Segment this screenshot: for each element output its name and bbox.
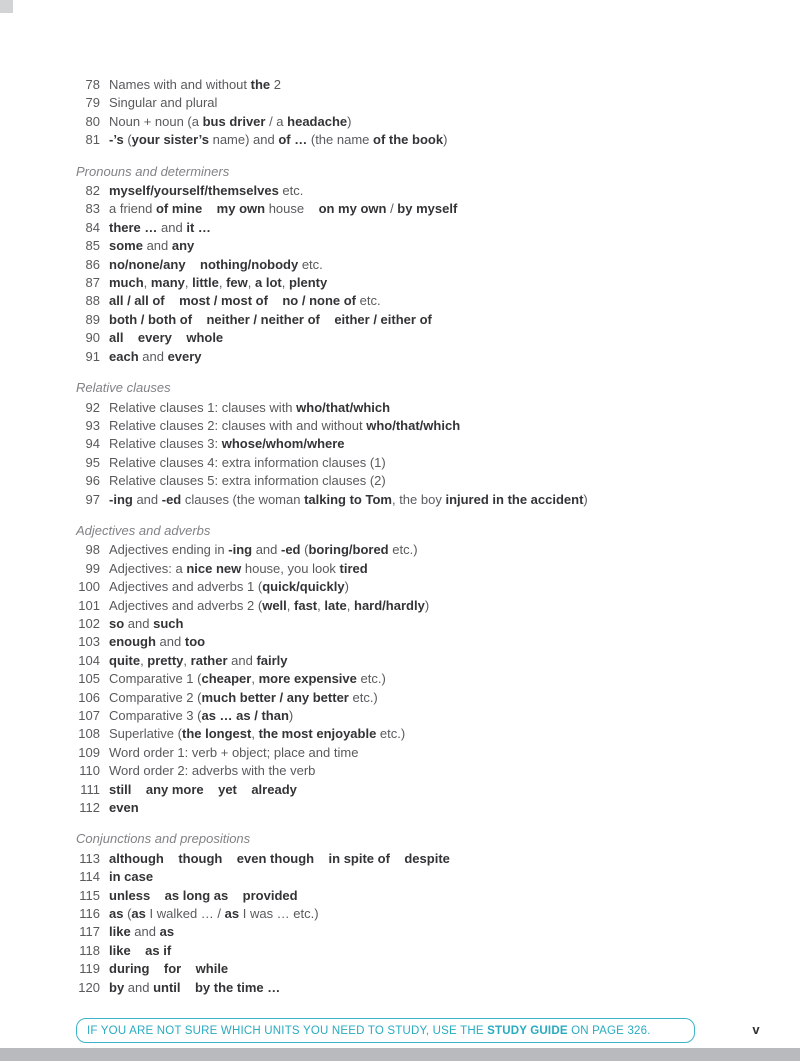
bold-text-segment: it …	[186, 219, 211, 235]
text-segment: (	[123, 132, 132, 148]
text-segment: ON PAGE 326.	[567, 1024, 651, 1037]
unit-number: 92	[85, 399, 100, 415]
toc-item	[0, 850, 800, 868]
bold-text-segment: every	[167, 348, 202, 364]
text-segment: (the name	[307, 132, 374, 148]
unit-title	[109, 329, 223, 347]
unit-title	[109, 560, 368, 578]
toc-item	[0, 399, 800, 417]
toc-item	[0, 454, 800, 472]
unit-number: 87	[85, 275, 100, 291]
unit-number: 95	[85, 454, 100, 470]
unit-number: 85	[85, 238, 100, 254]
text-segment: name) and	[208, 132, 279, 148]
text-segment: ,	[183, 652, 191, 668]
unit-title	[109, 200, 457, 218]
unit-title	[109, 131, 447, 149]
text-segment: )	[288, 708, 294, 723]
unit-number: 90	[85, 330, 100, 346]
bold-text-segment: by myself	[397, 201, 458, 217]
bold-text-segment: as … as / than	[201, 708, 289, 723]
bold-text-segment: like	[109, 924, 131, 940]
unit-number: 93	[85, 417, 100, 433]
bold-text-segment: on my own	[318, 201, 387, 217]
unit-number: 115	[79, 887, 100, 903]
bold-text-segment: -ing	[109, 491, 133, 507]
unit-number: 118	[79, 942, 100, 958]
toc-item	[0, 76, 800, 94]
bold-text-segment: little	[192, 275, 219, 291]
bold-text-segment: enough	[109, 634, 156, 650]
bold-text-segment: until	[153, 979, 181, 995]
bold-text-segment: during for while	[109, 961, 229, 977]
text-segment	[181, 980, 195, 995]
bold-text-segment: some	[109, 238, 143, 254]
toc-item	[0, 905, 800, 923]
toc-item	[0, 762, 800, 780]
text-segment: etc.	[356, 293, 381, 309]
toc-item	[0, 219, 800, 237]
text-segment: )	[347, 113, 352, 129]
bold-text-segment: as	[224, 906, 240, 922]
bold-text-segment: both / both of neither / neither of either / either of	[109, 311, 432, 327]
text-segment: etc.	[298, 256, 323, 272]
text-segment: etc.)	[356, 671, 386, 687]
bold-text-segment: injured in the accident	[445, 491, 584, 507]
bold-text-segment: each	[109, 348, 139, 364]
text-segment: Comparative 3 (	[109, 708, 202, 723]
bold-text-segment: fast	[294, 597, 318, 613]
text-segment: )	[344, 579, 349, 595]
unit-title	[109, 182, 303, 200]
unit-number: 105	[78, 671, 100, 687]
text-segment: 2	[270, 77, 281, 92]
unit-title	[109, 94, 217, 112]
text-segment: and	[124, 979, 154, 995]
unit-title	[109, 435, 345, 453]
text-segment: Adjectives and adverbs 2 (	[109, 597, 263, 613]
bold-text-segment: nice new	[186, 560, 242, 576]
bold-text-segment: STUDY GUIDE	[487, 1024, 568, 1037]
unit-number: 119	[79, 961, 100, 977]
toc-item	[0, 923, 800, 941]
unit-title	[109, 399, 390, 417]
text-segment: and	[130, 924, 160, 940]
text-segment: and	[142, 238, 172, 254]
text-segment: a friend	[109, 201, 156, 217]
bold-text-segment: few	[226, 275, 248, 291]
toc-item	[0, 113, 800, 131]
unit-number: 109	[78, 744, 100, 760]
text-segment: /	[386, 201, 398, 217]
unit-number: 96	[85, 473, 100, 489]
unit-title	[109, 689, 378, 707]
text-segment: Adjectives ending in	[109, 542, 229, 558]
bold-text-segment: pretty	[147, 652, 184, 668]
text-segment: I walked … /	[145, 906, 225, 922]
bold-text-segment: any	[171, 238, 195, 254]
unit-title	[109, 923, 174, 941]
bold-text-segment: all every whole	[109, 330, 224, 346]
unit-title	[109, 781, 297, 799]
bold-text-segment: all / all of most / most of no / none of	[109, 293, 357, 309]
toc-item	[0, 472, 800, 490]
text-segment: Adjectives: a	[109, 560, 187, 576]
unit-title	[109, 597, 429, 615]
unit-title	[109, 799, 139, 817]
toc-item	[0, 292, 800, 310]
text-segment: ,	[281, 275, 289, 291]
bold-text-segment: of the book	[373, 132, 444, 148]
toc-item	[0, 182, 800, 200]
unit-title	[109, 652, 288, 670]
study-guide-note	[76, 1018, 695, 1043]
toc-item	[0, 329, 800, 347]
bold-text-segment: tired	[339, 560, 368, 576]
toc-item	[0, 491, 800, 509]
bold-text-segment: well	[262, 597, 287, 613]
section-heading: Relative clauses	[76, 380, 171, 396]
text-segment: and	[138, 348, 168, 364]
toc-item	[0, 868, 800, 886]
unit-title	[109, 454, 386, 472]
toc-item	[0, 942, 800, 960]
text-segment: )	[424, 597, 430, 613]
text-segment: etc.)	[376, 726, 406, 742]
unit-title	[109, 256, 323, 274]
unit-title	[109, 615, 183, 633]
bold-text-segment: such	[153, 615, 184, 631]
bold-text-segment: as	[131, 906, 146, 922]
bold-text-segment: by the time …	[194, 979, 281, 995]
unit-number: 83	[85, 201, 100, 217]
unit-number: 120	[78, 979, 100, 995]
bold-text-segment: headache	[287, 113, 348, 129]
unit-number: 79	[85, 95, 100, 111]
bold-text-segment: who/that/which	[366, 417, 461, 433]
bold-text-segment: bus driver	[202, 113, 266, 129]
unit-number: 108	[78, 726, 100, 742]
text-segment: ,	[346, 597, 355, 613]
text-segment: ,	[251, 726, 259, 742]
toc-item	[0, 597, 800, 615]
text-segment: , the boy	[391, 491, 446, 507]
unit-title	[109, 417, 460, 435]
text-segment: Comparative 1 (	[109, 671, 202, 687]
text-segment: )	[443, 132, 448, 148]
text-segment	[186, 257, 200, 272]
unit-number: 80	[85, 113, 100, 129]
page-number: v	[752, 1022, 760, 1037]
text-segment: etc.	[278, 183, 304, 199]
unit-title	[109, 219, 211, 237]
bold-text-segment: many	[150, 275, 185, 291]
text-segment: and	[132, 491, 162, 507]
bold-text-segment: talking to Tom	[304, 491, 392, 507]
toc-item	[0, 560, 800, 578]
unit-number: 103	[78, 634, 100, 650]
unit-number: 99	[85, 560, 100, 576]
bold-text-segment: in case	[109, 869, 154, 885]
unit-title	[109, 76, 281, 94]
toc-item	[0, 541, 800, 559]
unit-number: 116	[79, 906, 100, 922]
toc-item	[0, 274, 800, 292]
bold-text-segment: fairly	[256, 652, 288, 668]
text-segment: and	[227, 652, 257, 668]
toc-item	[0, 256, 800, 274]
toc-item	[0, 707, 800, 725]
unit-number: 84	[85, 219, 100, 235]
text-segment: and	[155, 634, 185, 650]
toc-item	[0, 781, 800, 799]
section-heading: Pronouns and determiners	[76, 163, 230, 179]
bold-text-segment: boring/bored	[308, 542, 389, 558]
unit-title	[109, 237, 194, 255]
unit-number: 101	[78, 597, 100, 613]
text-segment: Word order 1: verb + object; place and time	[109, 744, 359, 760]
bold-text-segment: too	[184, 634, 206, 650]
text-segment: Singular and plural	[109, 95, 218, 111]
text-segment: ,	[218, 275, 227, 291]
text-segment: IF YOU ARE NOT SURE WHICH UNITS YOU NEED TO STUDY, USE THE	[87, 1024, 488, 1037]
text-segment: Relative clauses 5: extra information clauses (2)	[109, 473, 386, 489]
toc-item	[0, 960, 800, 978]
unit-title	[109, 472, 386, 490]
bold-text-segment: as	[109, 906, 124, 922]
bold-text-segment: whose/whom/where	[221, 436, 345, 452]
text-segment: (	[123, 906, 132, 922]
unit-number: 112	[79, 800, 100, 816]
toc-item	[0, 131, 800, 149]
unit-title	[109, 725, 405, 743]
text-segment: ,	[247, 275, 255, 291]
bold-text-segment: the longest	[181, 726, 252, 742]
section-heading: Adjectives and adverbs	[76, 522, 211, 538]
text-segment: etc.)	[388, 542, 418, 558]
page-corner-artifact	[0, 0, 13, 13]
unit-title	[109, 311, 432, 329]
unit-title	[109, 348, 202, 366]
bold-text-segment: more expensive	[258, 671, 357, 687]
toc-item	[0, 652, 800, 670]
unit-title	[109, 942, 171, 960]
text-segment: etc.)	[348, 689, 378, 705]
unit-number: 89	[85, 311, 100, 327]
text-segment: Word order 2: adverbs with the verb	[109, 763, 316, 779]
unit-number: 114	[79, 869, 100, 885]
unit-number: 94	[85, 436, 100, 452]
text-segment: house	[265, 201, 319, 217]
text-segment: / a	[265, 113, 288, 129]
unit-title	[109, 960, 228, 978]
toc-item	[0, 237, 800, 255]
bold-text-segment: late	[324, 597, 347, 613]
text-segment: house, you look	[241, 560, 340, 576]
toc-item	[0, 435, 800, 453]
toc-item	[0, 200, 800, 218]
bold-text-segment: -ed	[281, 542, 301, 558]
unit-title	[109, 905, 319, 923]
bold-text-segment: no/none/any	[109, 256, 186, 272]
text-segment: Relative clauses 2: clauses with and without	[109, 417, 367, 433]
bold-text-segment: myself/yourself/themselves	[109, 183, 279, 199]
unit-title	[109, 274, 327, 292]
toc-item	[0, 979, 800, 997]
bold-text-segment: there …	[109, 219, 158, 235]
text-segment: I was … etc.)	[239, 906, 319, 922]
unit-title	[109, 541, 418, 559]
unit-number: 97	[85, 491, 100, 507]
unit-number: 102	[78, 615, 100, 631]
bold-text-segment: -ed	[161, 491, 182, 507]
text-segment: ,	[143, 275, 151, 291]
bold-text-segment: who/that/which	[296, 399, 391, 415]
text-segment: and	[157, 219, 187, 235]
bold-text-segment: plenty	[288, 275, 328, 291]
text-segment: clauses (the woman	[181, 491, 305, 507]
study-guide-note-text	[87, 1025, 651, 1037]
toc-item	[0, 578, 800, 596]
bold-text-segment: so	[109, 615, 125, 631]
bold-text-segment: nothing/nobody	[200, 256, 299, 272]
unit-number: 111	[80, 781, 100, 797]
toc-item	[0, 615, 800, 633]
bold-text-segment: as	[159, 924, 175, 940]
text-segment	[202, 201, 216, 216]
unit-title	[109, 633, 205, 651]
text-segment: Noun + noun (a	[109, 113, 203, 129]
bold-text-segment: my own	[216, 201, 266, 217]
text-segment: Superlative (	[109, 726, 182, 742]
unit-number: 113	[79, 850, 100, 866]
unit-number: 98	[85, 542, 100, 558]
unit-title	[109, 113, 351, 131]
text-segment: )	[583, 491, 588, 507]
unit-number: 106	[78, 689, 100, 705]
unit-number: 78	[85, 77, 100, 92]
bold-text-segment: by	[109, 979, 125, 995]
bold-text-segment: still any more yet already	[109, 781, 297, 797]
text-segment: and	[252, 542, 281, 558]
unit-title	[109, 670, 386, 688]
bold-text-segment: much better / any better	[201, 689, 349, 705]
text-segment: ,	[184, 275, 193, 291]
bold-text-segment: the	[250, 77, 271, 92]
unit-number: 110	[79, 763, 100, 779]
bold-text-segment: of …	[278, 132, 308, 148]
toc-item	[0, 725, 800, 743]
unit-title	[109, 491, 588, 509]
unit-number: 81	[85, 132, 100, 148]
unit-number: 91	[85, 348, 100, 364]
text-segment: Adjectives and adverbs 1 (	[109, 579, 263, 595]
toc-item	[0, 799, 800, 817]
table-of-contents	[0, 76, 800, 997]
bold-text-segment: much	[109, 275, 144, 291]
bold-text-segment: your sister’s	[131, 132, 209, 148]
toc-item	[0, 689, 800, 707]
unit-title	[109, 744, 358, 762]
text-segment: Relative clauses 1: clauses with	[109, 399, 297, 415]
bold-text-segment: cheaper	[201, 671, 252, 687]
toc-item	[0, 633, 800, 651]
toc-item	[0, 348, 800, 366]
unit-number: 107	[78, 708, 100, 723]
bold-text-segment: of mine	[155, 201, 203, 217]
bold-text-segment: although though even though in spite of despite	[109, 850, 450, 866]
section-heading: Conjunctions and prepositions	[76, 831, 251, 847]
unit-title	[109, 578, 349, 596]
bold-text-segment: unless as long as provided	[109, 887, 298, 903]
bold-text-segment: -’s	[109, 132, 124, 148]
toc-item	[0, 417, 800, 435]
toc-item	[0, 670, 800, 688]
text-segment: ,	[286, 597, 295, 613]
bold-text-segment: rather	[190, 652, 228, 668]
text-segment: Relative clauses 3:	[109, 436, 222, 452]
unit-title	[109, 292, 381, 310]
text-segment: ,	[251, 671, 259, 687]
toc-item	[0, 94, 800, 112]
text-segment: Relative clauses 4: extra information clauses (1)	[109, 454, 386, 470]
text-segment: Names with and without	[109, 77, 251, 92]
unit-title	[109, 850, 450, 868]
unit-number: 86	[85, 256, 100, 272]
unit-number: 104	[78, 652, 100, 668]
text-segment: Comparative 2 (	[109, 689, 202, 705]
toc-item	[0, 311, 800, 329]
bold-text-segment: quite	[109, 652, 141, 668]
bold-text-segment: quick/quickly	[262, 579, 345, 595]
text-segment: ,	[140, 652, 148, 668]
bold-text-segment: like as if	[109, 942, 172, 958]
bold-text-segment: even	[109, 800, 139, 816]
toc-item	[0, 744, 800, 762]
bottom-scroll-strip	[0, 1048, 800, 1061]
unit-title	[109, 762, 315, 780]
unit-title	[109, 868, 153, 886]
bold-text-segment: -ing	[228, 542, 253, 558]
toc-item	[0, 887, 800, 905]
unit-title	[109, 887, 298, 905]
unit-number: 117	[79, 924, 100, 940]
unit-number: 100	[78, 579, 100, 595]
unit-number: 82	[85, 183, 100, 199]
text-segment: and	[124, 615, 154, 631]
unit-number: 88	[85, 293, 100, 309]
bold-text-segment: hard/hardly	[354, 597, 425, 613]
text-segment: (	[300, 542, 309, 558]
text-segment: ,	[317, 597, 325, 613]
bold-text-segment: the most enjoyable	[258, 726, 377, 742]
unit-title	[109, 707, 293, 725]
bold-text-segment: a lot	[254, 275, 282, 291]
unit-title	[109, 979, 280, 997]
